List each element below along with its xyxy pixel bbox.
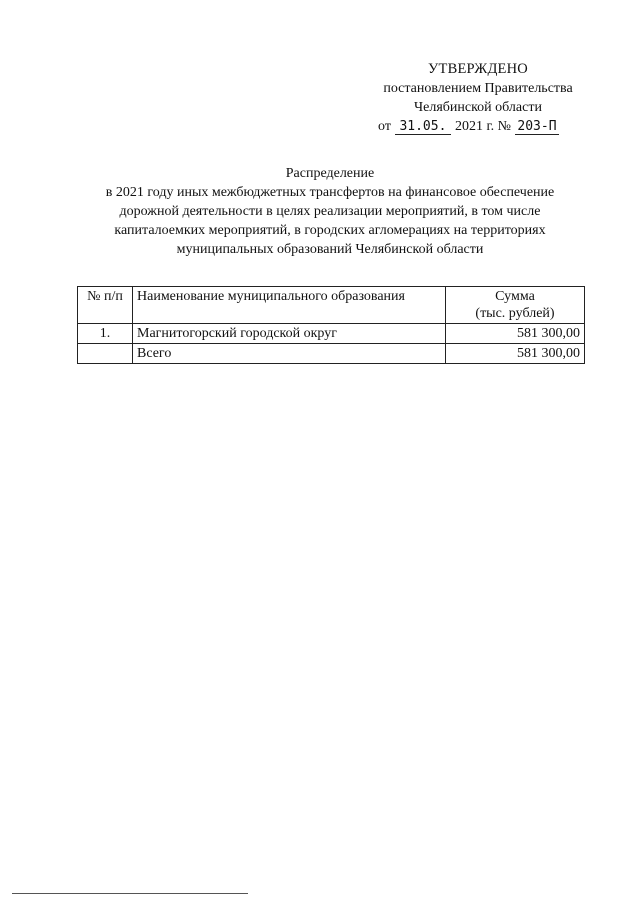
approval-date-line — [360, 117, 596, 136]
decree-number: 203-П — [515, 119, 559, 135]
heading-title: Распределение — [285, 166, 375, 181]
row-num: 1. — [78, 324, 133, 344]
row-name: Магнитогорский городской округ — [133, 324, 446, 344]
table-total-row — [78, 344, 585, 364]
table-row — [78, 324, 585, 344]
date-prefix: от — [378, 119, 391, 134]
distribution-table — [77, 286, 585, 364]
row-sum: 581 300,00 — [446, 324, 585, 344]
approval-region-line: Челябинской области — [414, 100, 542, 115]
header-num: № п/п — [78, 287, 133, 324]
approval-stamp — [360, 60, 596, 136]
heading-line: муниципальных образований Челябинской области — [176, 242, 484, 257]
total-label: Всего — [133, 344, 446, 364]
header-sum-label: Сумма — [495, 289, 535, 304]
decree-date: 31.05. — [395, 119, 451, 135]
header-name: Наименование муниципального образования — [133, 287, 446, 324]
table-header-row — [78, 287, 585, 324]
approval-decree-line: постановлением Правительства — [383, 81, 573, 96]
heading-line: капиталоемких мероприятий, в городских агломерациях на территориях — [114, 223, 546, 238]
decree-year-text: 2021 г. № — [454, 119, 511, 134]
document-heading — [60, 164, 600, 259]
approval-title: УТВЕРЖДЕНО — [428, 61, 528, 77]
footer-divider — [12, 893, 248, 894]
header-sum-unit: (тыс. рублей) — [475, 306, 555, 321]
heading-line: в 2021 году иных межбюджетных трансфертов на финансовое обеспечение — [105, 185, 555, 200]
total-num — [78, 344, 133, 364]
header-sum — [446, 287, 585, 324]
total-sum: 581 300,00 — [446, 344, 585, 364]
heading-line: дорожной деятельности в целях реализации мероприятий, в том числе — [119, 204, 541, 219]
